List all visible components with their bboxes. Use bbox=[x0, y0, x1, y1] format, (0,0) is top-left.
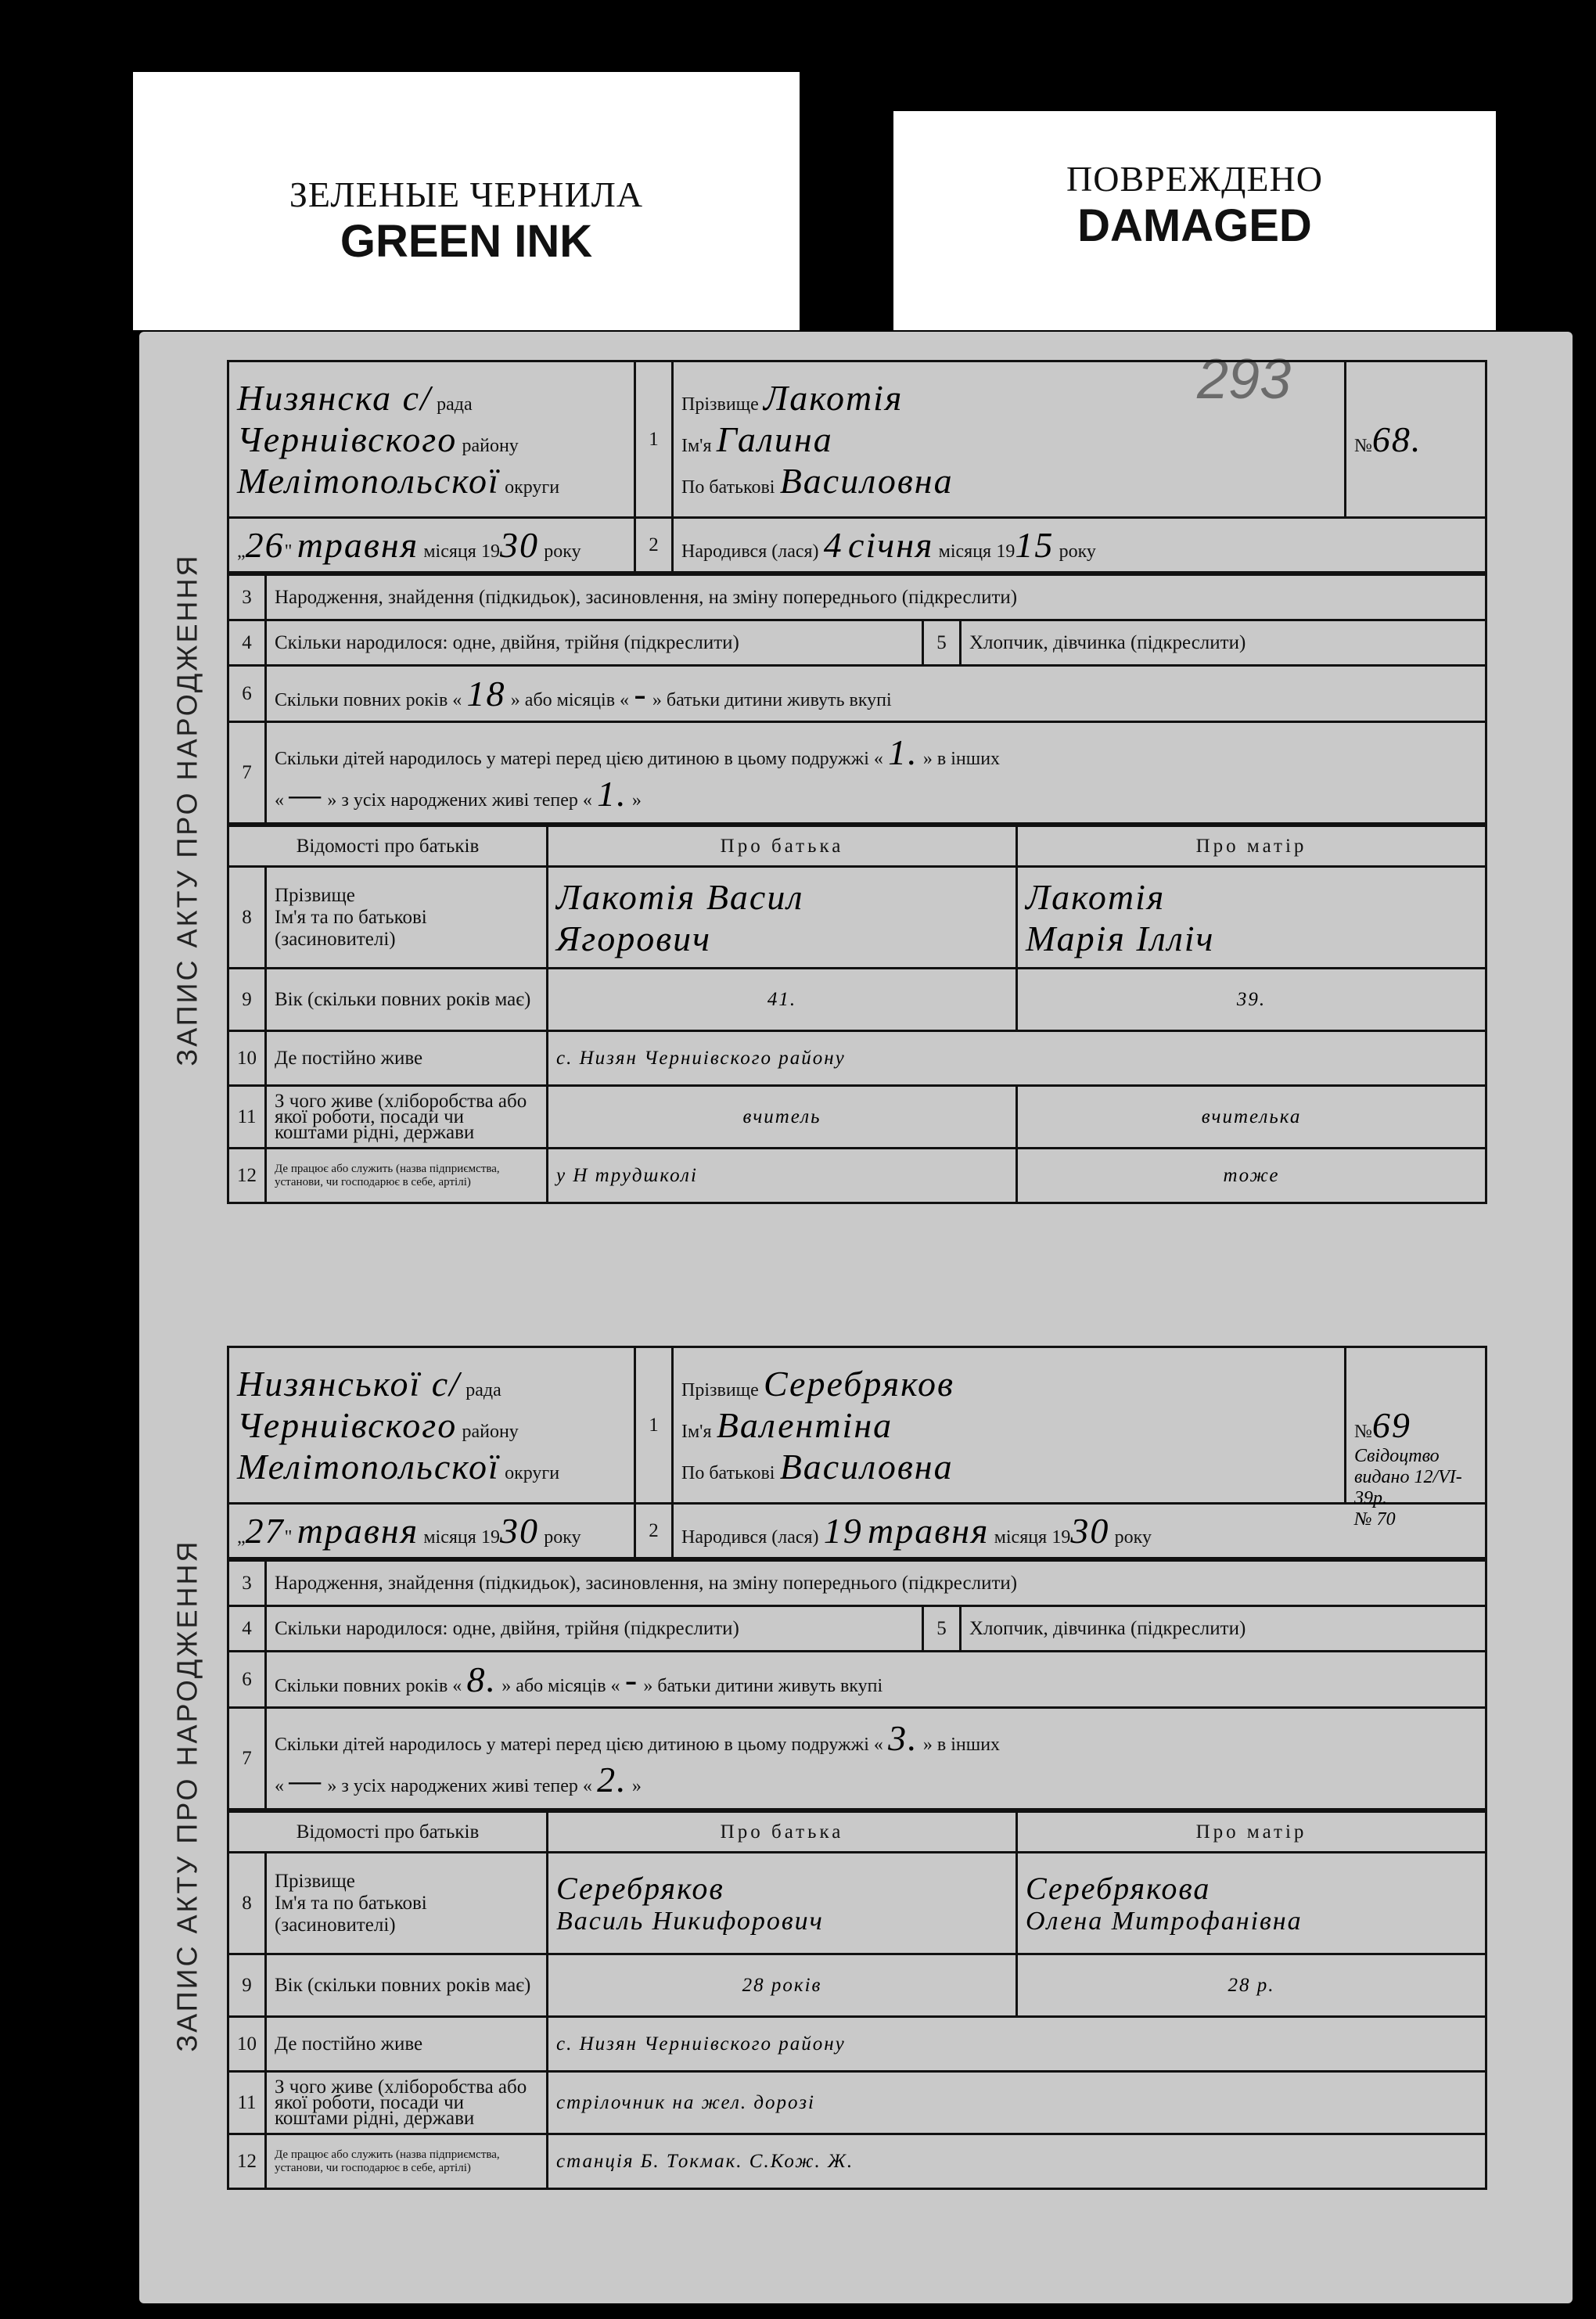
record-number: 68. bbox=[1371, 419, 1422, 459]
rada-value: Низянска с/ bbox=[237, 378, 432, 418]
margin-note: Свідоцтво видано 12/VI-39р. № 70 bbox=[1354, 1446, 1462, 1530]
raion-value: Черниівского bbox=[237, 419, 458, 459]
green-ink-ru: ЗЕЛЕНЫЕ ЧЕРНИЛА bbox=[289, 174, 644, 214]
side-title-2: ЗАПИС АКТУ ПРО НАРОДЖЕННЯ bbox=[171, 1539, 203, 2052]
green-ink-en: GREEN INK bbox=[340, 216, 593, 267]
name-value: Галина bbox=[716, 419, 833, 459]
birth-record-2: Низянської с/ рада Черниівского району Мелітопольскої округи 1 Прізвище Серебряков Ім'я Валентіна По батькові Василовна №69 Свідоцтво видано 12/VI-39р. № 70 „27" травня місяця 1930 року 2 Народився (лася) 19 травня місяця 1930 року 3 Народження, знайдення (підкидьок), засиновлення, на зміну попереднього (підкреслити) 4 Скільки народилося: одне, двійня, трійня (підкреслити) 5 Хлопчик, дівчинка (підкреслити) 6 Скільки повних років « 8. » або місяців « - » батьки дитини живуть вкупі 7 Скільки дітей народилось у матері перед цією дитиною в цьому подружжі « 3. » в інших « — » з усіх народжених живі тепер « 2. » Відомості про батьків Про батька Про матір 8 Прізвище Ім'я та по батькові (засиновителі) Серебряков Василь Никифорович Серебрякова Олена Митрофанівна 9 Вік (скільки повних років має) 28 років 28 р. 10 Де постійно живе с. Низян Черниівского району 11 З чого живе (хліборобства або якої роботи, посади чи коштами рідні, держави стрілочник на жел. дорозі 12 Де працює або служить (назва підприємства, установи, чи господарює в себе, артілі) станція Б. Токмак. С.Кож. Ж. bbox=[227, 1346, 1485, 2190]
damaged-label bbox=[893, 111, 1496, 330]
damaged-en: DAMAGED bbox=[1077, 200, 1312, 251]
patronymic-value: Василовна bbox=[779, 461, 954, 501]
archive-number: 293 bbox=[1197, 348, 1292, 411]
green-ink-label bbox=[133, 72, 800, 330]
damaged-ru: ПОВРЕЖДЕНО bbox=[1066, 159, 1323, 199]
okrug-value: Мелітопольскої bbox=[237, 461, 500, 501]
birth-record-1: Низянска с/ рада Черниівского району Мелітопольскої округи 1 Прізвище Лакотія Ім'я Галина По батькові Василовна №68. „26" травня місяця 1930 року 2 Народився (лася) 4 січня місяця 1915 року 3 Народження, знайдення (підкидьок), засиновлення, на зміну попереднього (підкреслити) 4 Скільки народилося: одне, двійня, трійня (підкреслити) 5 Хлопчик, дівчинка (підкреслити) 6 Скільки повних років « 18 » або місяців « - » батьки дитини живуть вкупі 7 Скільки дітей народилось у матері перед цією дитиною в цьому подружжі « 1. » в інших « — » з усіх народжених живі тепер « 1. » Відомості про батьків Про батька Про матір 8 Прізвище Ім'я та по батькові (засиновителі) Лакотія Васил Ягорович Лакотія Марія Ілліч 9 Вік (скільки повних років має) 41. 39. 10 Де постійно живе с. Низян Черниівского району 11 З чого живе (хліборобства або якої роботи, посади чи коштами рідні, держави вчитель вчителька 12 Де працює або служить (назва підприємства, установи, чи господарює в себе, артілі) у Н трудшколі тоже bbox=[227, 360, 1485, 1204]
surname-value: Лакотія bbox=[764, 378, 904, 418]
side-title-1: ЗАПИС АКТУ ПРО НАРОДЖЕННЯ bbox=[171, 553, 203, 1066]
